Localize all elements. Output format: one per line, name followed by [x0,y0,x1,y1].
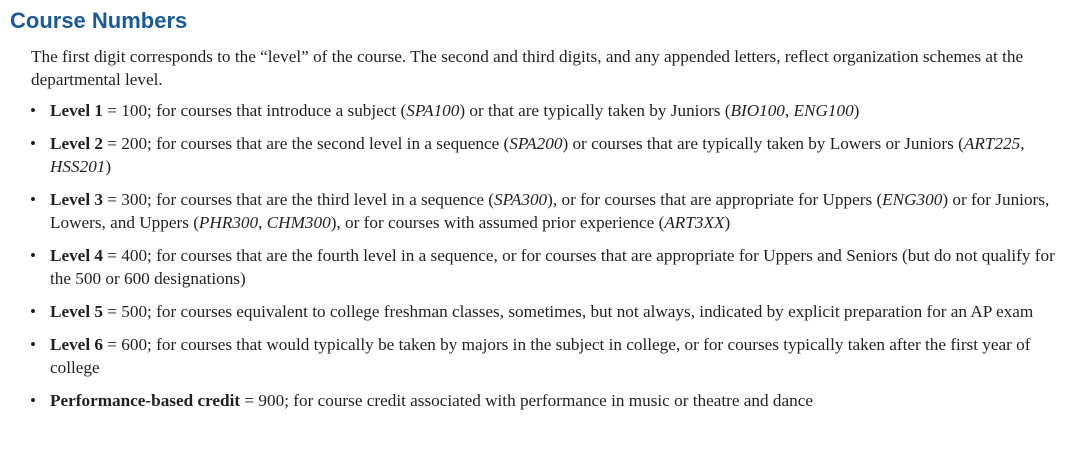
page-title: Course Numbers [10,8,188,33]
level-item [0,132,1062,178]
level-label: Level 2 [50,134,103,153]
level-label: Level 1 [50,101,103,120]
bullet-icon: • [30,391,37,410]
level-description: ) [724,213,731,232]
level-description: = 100; for courses that introduce a subject ( [102,101,407,120]
bullet-icon: • [30,246,37,265]
level-description: = 500; for courses equivalent to college freshman classes, sometimes, but not always, indicated by explicit preparation for an AP exam [102,302,1034,321]
level-item [0,389,1062,412]
level-label: Level 4 [50,246,103,265]
course-code: ENG300 [882,190,943,209]
course-code: HSS201 [50,157,106,176]
level-label: Performance-based credit [50,391,241,410]
level-description: ) [105,157,112,176]
course-code: SPA300 [494,190,548,209]
bullet-icon: • [30,134,37,153]
level-item [0,99,1062,122]
bullet-icon: • [30,190,37,209]
course-code: SPA100 [406,101,460,120]
level-description: ), or for courses that are appropriate for Uppers ( [547,190,883,209]
bullet-icon: • [30,101,37,120]
course-code: ENG100 [793,101,854,120]
level-description: ) or courses that are typically taken by Lowers or Juniors ( [562,134,964,153]
intro-paragraph: The first digit corresponds to the “level” of the course. The second and third digits, and any appended letters, reflect organization schemes at the departmental level. [31,47,1024,89]
level-description: ) or for Juniors, Lowers, and Uppers ( [50,190,1050,232]
course-code: SPA200 [509,134,563,153]
bullet-icon: • [30,302,37,321]
course-code: ART225 [963,134,1021,153]
level-description: = 400; for courses that are the fourth level in a sequence, or for courses that are appropriate for Uppers and Seniors (but do not qualify for the 500 or 600 designations) [50,246,1055,288]
level-description: ), or for courses with assumed prior experience ( [330,213,665,232]
level-description: , [784,101,794,120]
level-label: Level 5 [50,302,103,321]
level-description: , [258,213,267,232]
level-item [0,333,1062,379]
level-description: ) or that are typically taken by Juniors ( [459,101,731,120]
level-description: = 200; for courses that are the second level in a sequence ( [102,134,510,153]
level-list [0,99,1080,422]
level-label: Level 3 [50,190,103,209]
level-item [0,188,1062,234]
bullet-icon: • [30,335,37,354]
level-description: = 900; for course credit associated with performance in music or theatre and dance [240,391,813,410]
level-item [0,300,1062,323]
level-label: Level 6 [50,335,103,354]
course-code: ART3XX [664,213,725,232]
level-description: = 600; for courses that would typically be taken by majors in the subject in college, or for courses typically taken after the first year of college [50,335,1031,377]
level-item [0,244,1062,290]
level-description: ) [853,101,860,120]
level-description: , [1020,134,1025,153]
level-description: = 300; for courses that are the third level in a sequence ( [102,190,494,209]
course-code: BIO100 [730,101,785,120]
course-code: CHM300 [266,213,331,232]
course-code: PHR300 [198,213,259,232]
